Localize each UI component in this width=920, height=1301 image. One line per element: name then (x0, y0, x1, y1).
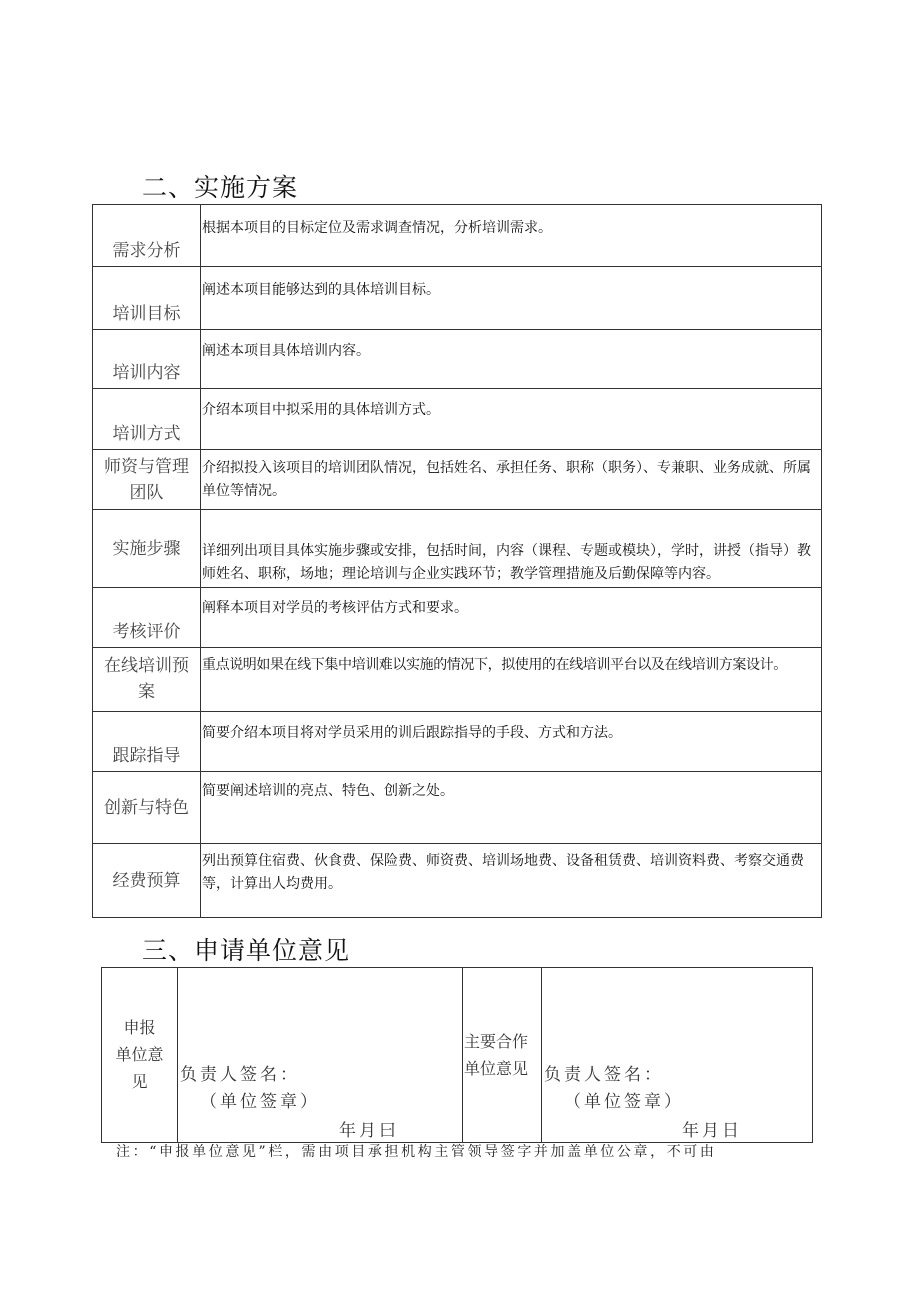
applicant-date-label: 年月曰 (339, 1121, 399, 1141)
row-text-training-goals: 阐述本项目能够达到的具体培训目标。 (201, 267, 822, 330)
row-label-demand-analysis: 需求分析 (93, 205, 201, 267)
row-label-follow-up: 跟踪指导 (93, 712, 201, 772)
row-text-assessment: 阐释本项目对学员的考核评估方式和要求。 (201, 588, 822, 648)
partner-opinion-label (463, 968, 542, 1143)
table-row (93, 772, 822, 844)
section-title-applicant-opinion: 三、申请单位意见 (142, 936, 351, 965)
row-text-budget: 列出预算住宿费、伙食费、保险费、师资费、培训场地费、设备租赁费、培训资料费、考察交通费等，计算出人均费用。 (201, 844, 822, 918)
row-label-training-content: 培训内容 (93, 330, 201, 389)
applicant-opinion-table (101, 967, 813, 1143)
table-row (93, 267, 822, 330)
applicant-signature-cell[interactable] (178, 968, 463, 1143)
partner-signature-label: 负责人签名： (544, 1065, 664, 1085)
table-row (93, 712, 822, 772)
row-text-demand-analysis: 根据本项目的目标定位及需求调查情况，分析培训需求。 (201, 205, 822, 267)
partner-seal-label: （单位签章） (564, 1092, 684, 1112)
label-line: 单位意 (115, 1045, 164, 1064)
applicant-opinion-label (102, 968, 178, 1143)
row-text-training-method: 介绍本项目中拟采用的具体培训方式。 (201, 389, 822, 450)
row-label-faculty-team (93, 450, 201, 510)
table-row (93, 510, 822, 588)
row-label-budget: 经费预算 (93, 844, 201, 918)
table-row (102, 968, 813, 1143)
table-row (93, 389, 822, 450)
label-line: 案 (138, 682, 155, 702)
label-line: 见 (131, 1072, 148, 1091)
row-text-faculty-team: 介绍拟投入该项目的培训团队情况，包括姓名、承担任务、职称（职务）、专兼职、业务成就、所属单位等情况。 (201, 450, 822, 510)
row-label-online-plan (93, 648, 201, 712)
label-line: 团队 (129, 482, 164, 503)
table-row (93, 844, 822, 918)
table-row (93, 330, 822, 389)
table-row (93, 205, 822, 267)
label-line: 在线培训预 (104, 656, 189, 676)
table-row (93, 450, 822, 510)
row-label-training-goals: 培训目标 (93, 267, 201, 330)
footnote: 注：“申报单位意见”栏，需由项目承担机构主管领导签字并加盖单位公章，不可由 (116, 1144, 717, 1160)
row-label-innovation: 创新与特色 (93, 772, 201, 844)
table-row (93, 588, 822, 648)
implementation-plan-table (92, 204, 822, 918)
row-text-training-content: 阐述本项目具体培训内容。 (201, 330, 822, 389)
row-text-implementation-steps: 详细列出项目具体实施步骤或安排，包括时间，内容（课程、专题或模块），学时，讲授（指导）教师姓名、职称，场地；理论培训与企业实践环节；教学管理措施及后勤保障等内容。 (201, 510, 822, 588)
partner-signature-cell[interactable] (542, 968, 813, 1143)
applicant-seal-label: （单位签章） (200, 1092, 320, 1112)
row-text-online-plan: 重点说明如果在线下集中培训难以实施的情况下，拟使用的在线培训平台以及在线培训方案设计。 (201, 648, 822, 712)
row-label-training-method: 培训方式 (93, 389, 201, 450)
row-label-assessment: 考核评价 (93, 588, 201, 648)
row-label-implementation-steps: 实施步骤 (93, 510, 201, 588)
applicant-signature-label: 负责人签名： (180, 1065, 300, 1085)
row-text-follow-up: 简要介绍本项目将对学员采用的训后跟踪指导的手段、方式和方法。 (201, 712, 822, 772)
label-line: 师资与管理 (104, 456, 189, 477)
partner-date-label: 年月日 (682, 1121, 742, 1141)
label-line: 申报 (123, 1018, 156, 1037)
section-title-implementation-plan: 二、实施方案 (142, 173, 299, 202)
table-row (93, 648, 822, 712)
label-line: 单位意见 (464, 1059, 529, 1078)
row-text-innovation: 简要阐述培训的亮点、特色、创新之处。 (201, 772, 822, 844)
label-line: 主要合作 (464, 1032, 529, 1051)
